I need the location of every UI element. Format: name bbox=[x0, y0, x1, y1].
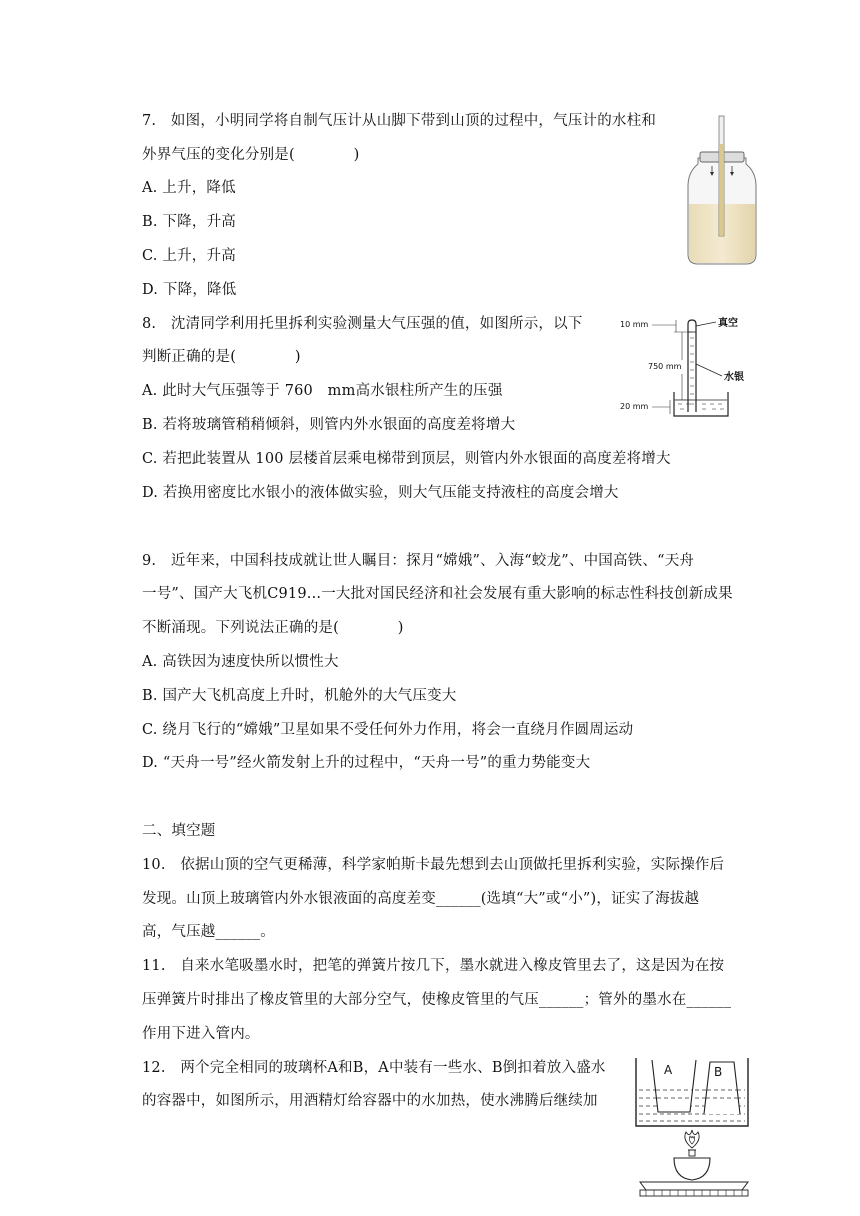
boiling-container-figure bbox=[630, 1054, 758, 1200]
torricelli-bottom-label: 20 mm bbox=[620, 402, 649, 411]
q10-line-2: 发现。山顶上玻璃管内外水银液面的高度差变______(选填“大”或“小”)，证实了海拔越 bbox=[142, 891, 700, 907]
torricelli-figure bbox=[618, 314, 758, 424]
q7-line-1: 7. 如图，小明同学将自制气压计从山脚下带到山顶的过程中，气压计的水柱和 bbox=[142, 113, 657, 129]
q8-option-c: C. 若把此装置从 100 层楼首层乘电梯带到顶层，则管内外水银面的高度差将增大 bbox=[142, 451, 671, 467]
q12-line-2: 的容器中，如图所示，用酒精灯给容器中的水加热，使水沸腾后继续加 bbox=[142, 1093, 598, 1109]
q7-option-d: D. 下降，降低 bbox=[142, 282, 237, 298]
q9-option-b: B. 国产大飞机高度上升时，机舱外的大气压变大 bbox=[142, 688, 457, 704]
section-title: 二、填空题 bbox=[142, 823, 216, 839]
q11-line-2: 压弹簧片时排出了橡皮管里的大部分空气，使橡皮管里的气压______；管外的墨水在______ bbox=[142, 992, 732, 1008]
q7-line-2: 外界气压的变化分别是( ) bbox=[142, 147, 360, 163]
q9-line-1: 9. 近年来，中国科技成就让世人瞩目：探月“嫦娥”、入海“蛟龙”、中国高铁、“天舟 bbox=[142, 553, 695, 569]
q8-option-b: B. 若将玻璃管稍稍倾斜，则管内外水银面的高度差将增大 bbox=[142, 417, 516, 433]
q9-option-c: C. 绕月飞行的“嫦娥”卫星如果不受任何外力作用，将会一直绕月作圆周运动 bbox=[142, 722, 634, 738]
cup-a-label: A bbox=[664, 1063, 673, 1077]
q7-option-c: C. 上升，升高 bbox=[142, 248, 236, 264]
q8-line-2: 判断正确的是( ) bbox=[142, 349, 301, 365]
q11-line-3: 作用下进入管内。 bbox=[142, 1026, 260, 1042]
q8-option-d: D. 若换用密度比水银小的液体做实验，则大气压能支持液柱的高度会增大 bbox=[142, 485, 619, 501]
q11-line-1: 11. 自来水笔吸墨水时，把笔的弹簧片按几下，墨水就进入橡皮管里去了，这是因为在按 bbox=[142, 958, 725, 974]
torricelli-mid-label: 750 mm bbox=[648, 362, 682, 371]
q8-line-1: 8. 沈清同学利用托里拆利实验测量大气压强的值，如图所示，以下 bbox=[142, 316, 583, 332]
q9-line-2: 一号”、国产大飞机C919...一大批对国民经济和社会发展有重大影响的标志性科技创新成果 bbox=[142, 586, 733, 602]
q9-line-3: 不断涌现。下列说法正确的是( ) bbox=[142, 620, 404, 636]
q10-line-3: 高，气压越______。 bbox=[142, 924, 275, 940]
q7-option-b: B. 下降，升高 bbox=[142, 214, 236, 230]
q9-option-a: A. 高铁因为速度快所以惯性大 bbox=[142, 654, 339, 670]
mercury-label: 水银 bbox=[724, 372, 744, 383]
vacuum-label: 真空 bbox=[718, 318, 738, 329]
q12-line-1: 12. 两个完全相同的玻璃杯A和B，A中装有一些水、B倒扣着放入盛水 bbox=[142, 1060, 606, 1076]
barometer-figure bbox=[682, 114, 762, 268]
torricelli-top-label: 10 mm bbox=[620, 320, 649, 329]
q7-option-a: A. 上升，降低 bbox=[142, 180, 236, 196]
q8-option-a: A. 此时大气压强等于 760 mm高水银柱所产生的压强 bbox=[142, 383, 503, 399]
cup-b-label: B bbox=[714, 1065, 723, 1079]
q9-option-d: D. “天舟一号”经火箭发射上升的过程中，“天舟一号”的重力势能变大 bbox=[142, 755, 591, 771]
q10-line-1: 10. 依据山顶的空气更稀薄，科学家帕斯卡最先想到去山顶做托里拆利实验，实际操作后 bbox=[142, 857, 725, 873]
